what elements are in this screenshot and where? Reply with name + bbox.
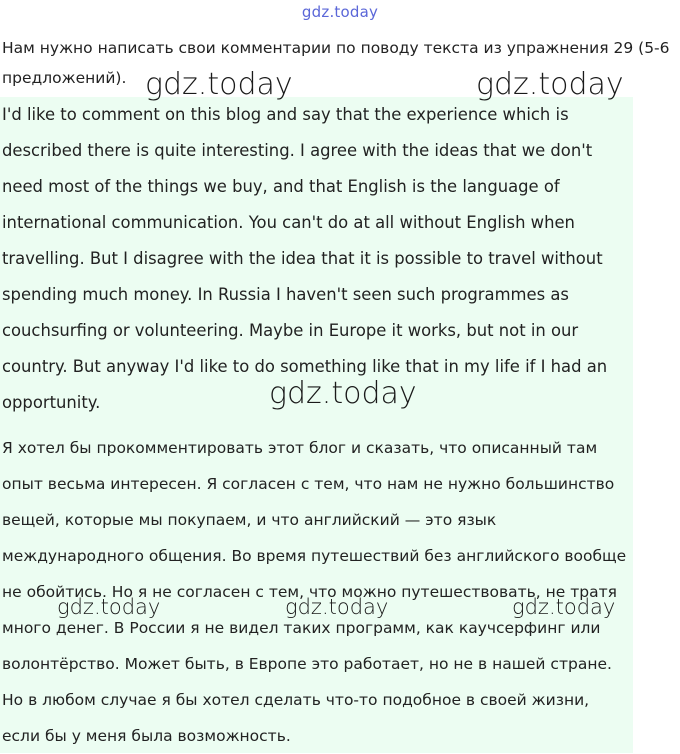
watermark: gdz.today	[285, 595, 389, 619]
watermark: gdz.today	[145, 67, 293, 102]
task-description: Нам нужно написать свои комментарии по поводу текста из упражнения 29 (5-6 предложений).	[2, 39, 670, 87]
watermark: gdz.today	[269, 376, 417, 411]
watermark: gdz.today	[512, 595, 616, 619]
site-watermark-header: gdz.today	[301, 3, 379, 21]
answer-english-paragraph: I'd like to comment on this blog and say that the experience which is described there is quite interesting. I agree with the ideas that we don't need most of the things we buy, and that English is the language of international communication. You can't do at all without English when travelling. But I disagree with the idea that it is possible to travel without spending much money. In Russia I haven't seen such programmes as couchsurfing or volunteering. Maybe in Europe it works, but not in our country. But anyway I'd like to do something like that in my life if I had an opportunity.	[2, 105, 608, 412]
watermark: gdz.today	[476, 67, 624, 102]
answer-russian-paragraph: Я хотел бы прокомментировать этот блог и сказать, что описанный там опыт весьма интересен. Я согласен с тем, что нам не нужно большинство вещей, которые мы покупаем, и что английский — это язык международного общения. Во время путешествий без английского вообще не обойтись. Но я не согласен с тем, что можно путешествовать, не тратя много денег. В России я не видел таких программ, как каучсерфинг или волонтёрство. Может быть, в Европе это работает, но не в нашей стране. Но в любом случае я бы хотел сделать что-то подобное в своей жизни, если бы у меня была возможность.	[2, 439, 627, 745]
watermark: gdz.today	[57, 595, 161, 619]
